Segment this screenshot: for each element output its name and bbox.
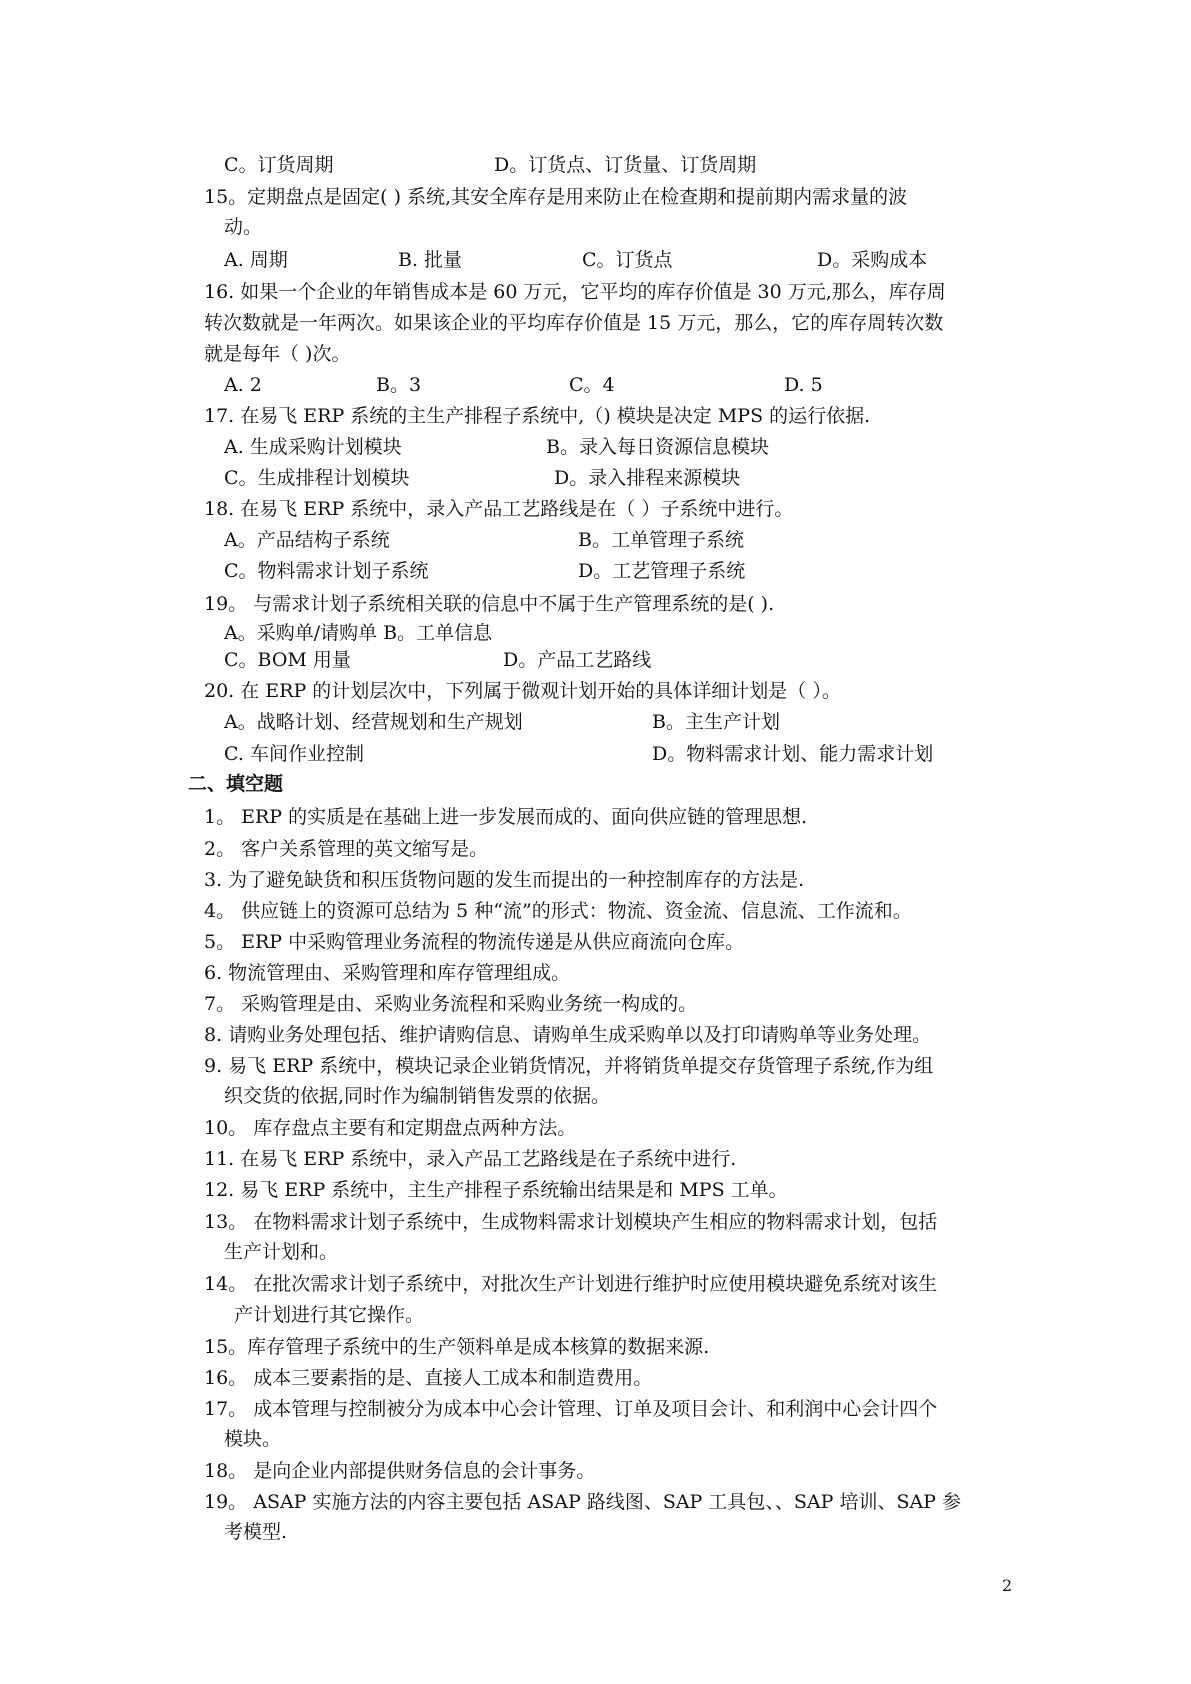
q17-stem: 17. 在易飞 ERP 系统的主生产排程子系统中,（) 模块是决定 MPS 的运行依据. [204, 405, 871, 427]
q15-stem-line2: 动。 [224, 216, 263, 238]
q15-stem-line1: 15。定期盘点是固定( ) 系统,其安全库存是用来防止在检查期和提前期内需求量的波 [204, 186, 908, 208]
fill-item-4: 4。 供应链上的资源可总结为 5 种“流”的形式：物流、资金流、信息流、工作流和。 [204, 900, 912, 922]
q15-option-b: B. 批量 [398, 249, 463, 271]
q16-option-a: A. 2 [224, 374, 262, 396]
fill-item-18: 18。 是向企业内部提供财务信息的会计事务。 [204, 1460, 596, 1482]
q18-stem: 18. 在易飞 ERP 系统中，录入产品工艺路线是在（ ）子系统中进行。 [204, 498, 794, 520]
fill-item-8: 8. 请购业务处理包括、维护请购信息、请购单生成采购单以及打印请购单等业务处理。 [204, 1024, 932, 1046]
fill-item-13-line1: 13。 在物料需求计划子系统中，生成物料需求计划模块产生相应的物料需求计划，包括 [204, 1211, 938, 1233]
q18-option-b: B。工单管理子系统 [578, 529, 744, 551]
q17-option-a: A. 生成采购计划模块 [224, 436, 402, 458]
fill-item-14-line1: 14。 在批次需求计划子系统中，对批次生产计划进行维护时应使用模块避免系统对该生 [204, 1273, 938, 1295]
q19-stem: 19。 与需求计划子系统相关联的信息中不属于生产管理系统的是( ). [204, 593, 775, 615]
q17-option-d: D。录入排程来源模块 [554, 467, 741, 489]
fill-item-16: 16。 成本三要素指的是、直接人工成本和制造费用。 [204, 1367, 653, 1389]
q20-option-a: A。战略计划、经营规划和生产规划 [224, 711, 523, 733]
q20-option-d: D。物料需求计划、能力需求计划 [652, 743, 934, 765]
fill-item-17-line2: 模块。 [224, 1428, 282, 1450]
q17-option-c: C。生成排程计划模块 [224, 467, 410, 489]
q17-option-b: B。录入每日资源信息模块 [546, 436, 769, 458]
q20-option-b: B。主生产计划 [652, 711, 780, 733]
q16-stem-line2: 转次数就是一年两次。如果该企业的平均库存价值是 15 万元，那么，它的库存周转次数 [204, 312, 944, 334]
q18-option-c: C。物料需求计划子系统 [224, 560, 429, 582]
q19-option-ab: A。采购单/请购单 B。工单信息 [224, 622, 493, 644]
q20-stem: 20. 在 ERP 的计划层次中，下列属于微观计划开始的具体详细计划是（ ）。 [204, 680, 841, 702]
q15-option-a: A. 周期 [224, 249, 288, 271]
q16-stem-line1: 16. 如果一个企业的年销售成本是 60 万元，它平均的库存价值是 30 万元,那么，库存周 [204, 281, 946, 303]
page-number: 2 [1002, 1576, 1013, 1595]
fill-item-15: 15。库存管理子系统中的生产领料单是成本核算的数据来源. [204, 1336, 710, 1358]
fill-item-13-line2: 生产计划和。 [224, 1241, 339, 1263]
q16-option-c: C。4 [569, 374, 615, 396]
fill-item-2: 2。 客户关系管理的英文缩写是。 [204, 838, 489, 860]
fill-item-11: 11. 在易飞 ERP 系统中，录入产品工艺路线是在子系统中进行. [204, 1148, 737, 1170]
fill-item-1: 1。 ERP 的实质是在基础上进一步发展而成的、面向供应链的管理思想. [204, 806, 808, 828]
q16-option-b: B。3 [376, 374, 422, 396]
q19-option-d: D。产品工艺路线 [503, 649, 652, 671]
q16-option-d: D. 5 [784, 374, 823, 396]
fill-item-7: 7。 采购管理是由、采购业务流程和采购业务统一构成的。 [204, 993, 698, 1015]
q18-option-a: A。产品结构子系统 [224, 529, 390, 551]
q16-stem-line3: 就是每年（ )次。 [204, 343, 351, 365]
fill-item-9-line1: 9. 易飞 ERP 系统中，模块记录企业销货情况，并将销货单提交存货管理子系统,作为组 [204, 1055, 934, 1077]
fill-item-6: 6. 物流管理由、采购管理和库存管理组成。 [204, 962, 571, 984]
q14-option-c: C。订货周期 [224, 154, 334, 176]
fill-item-19-line1: 19。 ASAP 实施方法的内容主要包括 ASAP 路线图、SAP 工具包、、SAP 培训、SAP 参 [204, 1491, 962, 1513]
q18-option-d: D。工艺管理子系统 [578, 560, 746, 582]
fill-item-9-line2: 织交货的依据,同时作为编制销售发票的依据。 [224, 1085, 611, 1107]
fill-item-10: 10。 库存盘点主要有和定期盘点两种方法。 [204, 1117, 577, 1139]
section-heading-fill-in: 二、填空题 [188, 773, 284, 795]
q19-option-c: C。BOM 用量 [224, 649, 351, 671]
fill-item-3: 3. 为了避免缺货和积压货物问题的发生而提出的一种控制库存的方法是. [204, 869, 805, 891]
fill-item-17-line1: 17。 成本管理与控制被分为成本中心会计管理、订单及项目会计、和利润中心会计四个 [204, 1398, 938, 1420]
fill-item-5: 5。 ERP 中采购管理业务流程的物流传递是从供应商流向仓库。 [204, 931, 745, 953]
q14-option-d: D。订货点、订货量、订货周期 [494, 154, 757, 176]
fill-item-19-line2: 考模型. [224, 1521, 288, 1543]
fill-item-12: 12. 易飞 ERP 系统中，主生产排程子系统输出结果是和 MPS 工单。 [204, 1179, 788, 1201]
q15-option-d: D。采购成本 [817, 249, 928, 271]
fill-item-14-line2: 产计划进行其它操作。 [234, 1304, 425, 1326]
q15-option-c: C。订货点 [582, 249, 673, 271]
q20-option-c: C. 车间作业控制 [224, 743, 364, 765]
